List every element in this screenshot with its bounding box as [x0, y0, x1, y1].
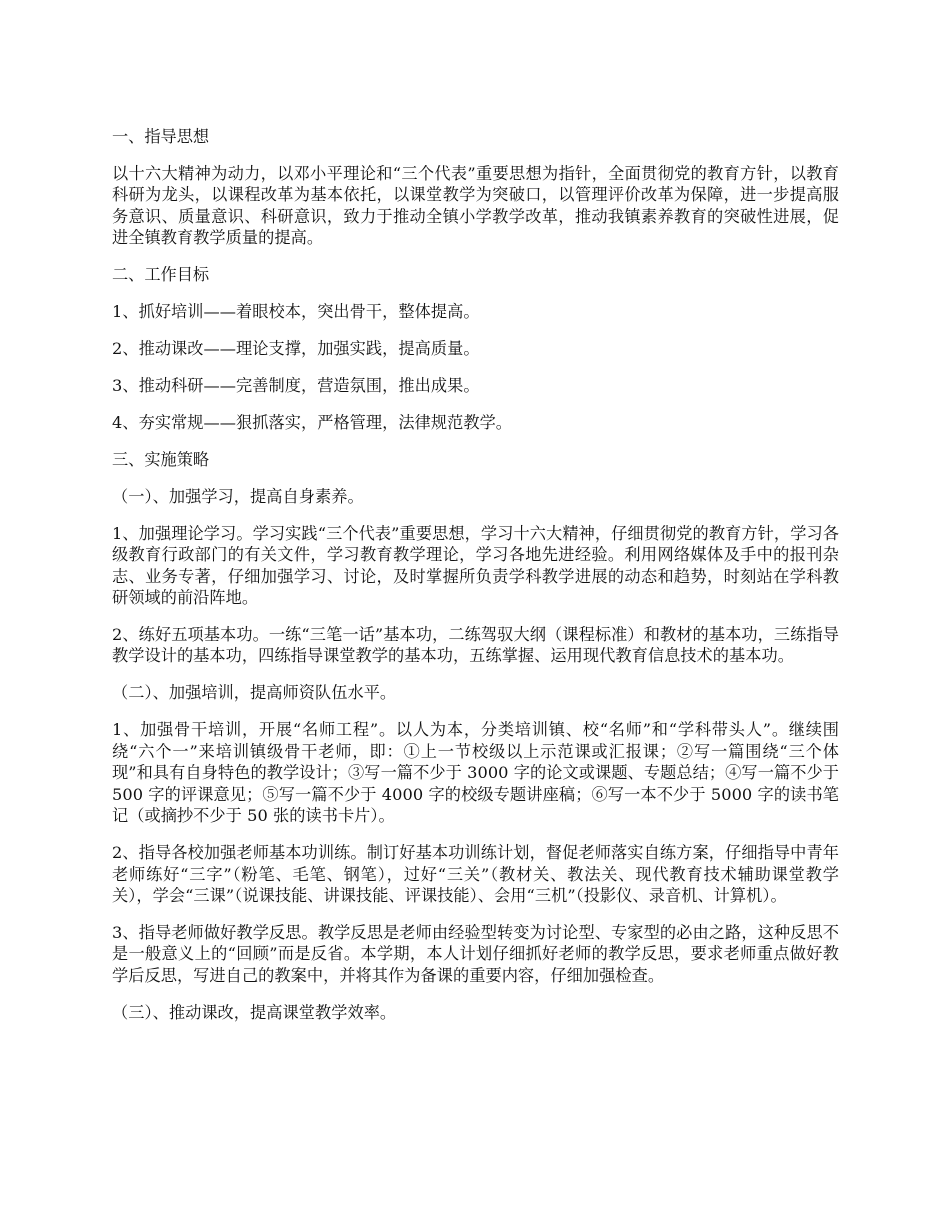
subsection-heading-curriculum-reform: （三）、推动课改，提高课堂教学效率。 — [112, 1002, 397, 1022]
section-heading-strategies: 三、实施策略 — [112, 449, 210, 469]
paragraph-teaching-reflection: 3、指导老师做好教学反思。教学反思是老师由经验型转变为讨论型、专家型的必由之路，这种反思不是一般意义上的“回顾”而是反省。本学期，本人计划仔细抓好老师的教学反思，要求老师重点做好教学后反思，写进自己的教案中，并将其作为备课的重要内容，仔细加强检查。 — [112, 922, 839, 985]
goal-item-routine: 4、夯实常规——狠抓落实，严格管理，法律规范教学。 — [112, 412, 513, 432]
subsection-heading-study: （一）、加强学习，提高自身素养。 — [112, 486, 364, 506]
section-heading-work-goals: 二、工作目标 — [112, 265, 210, 285]
paragraph-five-skills: 2、练好五项基本功。一练“三笔一话”基本功，二练驾驭大纲（课程标准）和教材的基本功，三练指导教学设计的基本功，四练指导课堂教学的基本功，五练掌握、运用现代教育信息技术的基本功。 — [112, 624, 839, 666]
goal-item-research: 3、推动科研——完善制度，营造氛围，推出成果。 — [112, 375, 480, 395]
paragraph-theory-study: 1、加强理论学习。学习实践“三个代表”重要思想，学习十六大精神，仔细贯彻党的教育方针，学习各级教育行政部门的有关文件，学习教育教学理论，学习各地先进经验。利用网络媒体及手中的报刊杂志、业务专著，仔细加强学习、讨论，及时掌握所负责学科教学进展的动态和趋势，时刻站在学科教研领域的前沿阵地。 — [112, 523, 839, 608]
paragraph-backbone-training: 1、加强骨干培训，开展“名师工程”。以人为本，分类培训镇、校“名师”和“学科带头人”。继续围绕“六个一”来培训镇级骨干老师，即：①上一节校级以上示范课或汇报课；②写一篇围绕“三个体现”和具有自身特色的教学设计；③写一篇不少于 3000 字的论文或课题、专题总结；④写一篇不少于 500 字的评课意见；⑤写一篇不少于 4000 字的校级专题讲座稿；⑥写一本不少于 5000 字的读书笔记（或摘抄不少于 50 张的读书卡片）。 — [112, 720, 839, 826]
paragraph-guiding-thought: 以十六大精神为动力，以邓小平理论和“三个代表”重要思想为指针，全面贯彻党的教育方针，以教育科研为龙头，以课程改革为基本依托，以课堂教学为突破口，以管理评价改革为保障，进一步提高服务意识、质量意识、科研意识，致力于推动全镇小学教学改革，推动我镇素养教育的突破性进展，促进全镇教育教学质量的提高。 — [112, 163, 839, 248]
paragraph-basic-skills-training: 2、指导各校加强老师基本功训练。制订好基本功训练计划，督促老师落实自练方案，仔细指导中青年老师练好“三字”（粉笔、毛笔、钢笔），过好“三关”（教材关、教法关、现代教育技术辅助课堂教学关），学会“三课”（说课技能、讲课技能、评课技能）、会用“三机”（投影仪、录音机、计算机）。 — [112, 843, 839, 906]
subsection-heading-training: （二）、加强培训，提高师资队伍水平。 — [112, 683, 397, 703]
document-page — [112, 126, 839, 1039]
section-heading-guiding-thought: 一、指导思想 — [112, 127, 210, 146]
goal-item-training: 1、抓好培训——着眼校本，突出骨干，整体提高。 — [112, 302, 480, 322]
goal-item-curriculum-reform: 2、推动课改——理论支撑，加强实践，提高质量。 — [112, 339, 480, 359]
